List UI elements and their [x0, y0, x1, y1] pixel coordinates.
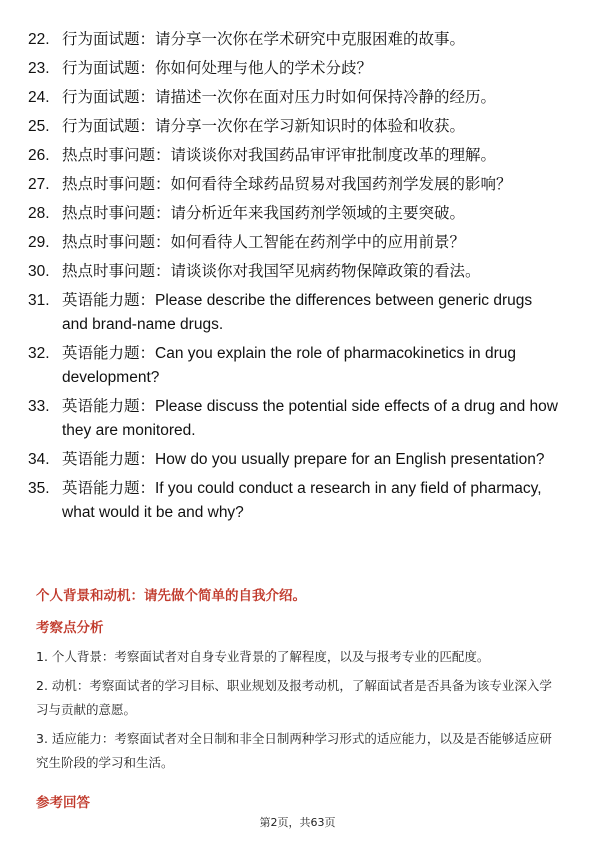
- question-text: 行为面试题：你如何处理与他人的学术分歧？: [62, 60, 373, 77]
- question-text: 英语能力题：If you could conduct a research in any field of pharmacy, what would it be and why?: [62, 480, 542, 521]
- section-title: 个人背景和动机：请先做个简单的自我介绍。: [36, 588, 306, 604]
- question-item: [28, 115, 558, 139]
- question-number: 32.: [28, 345, 50, 362]
- question-list: [28, 28, 558, 530]
- question-item: [28, 28, 558, 52]
- question-text: 英语能力题：How do you usually prepare for an English presentation?: [62, 451, 545, 468]
- question-text: 热点时事问题：请分析近年来我国药剂学领域的主要突破。: [62, 205, 466, 222]
- question-text: 英语能力题：Can you explain the role of pharmacokinetics in drug development?: [62, 345, 517, 386]
- analysis-point: 2. 动机：考察面试者的学习目标、职业规划及报考动机，了解面试者是否具备为该专业深入学习与贡献的意愿。: [36, 678, 552, 717]
- question-number: 35.: [28, 480, 50, 497]
- answer-title: 参考回答: [36, 795, 90, 811]
- question-text: 英语能力题：Please describe the differences between generic drugs and brand-name drugs.: [62, 292, 533, 333]
- question-text: 行为面试题：请描述一次你在面对压力时如何保持冷静的经历。: [62, 89, 497, 106]
- question-number: 27.: [28, 176, 50, 193]
- question-item: [28, 260, 558, 284]
- answer-block: [36, 793, 558, 813]
- question-number: 26.: [28, 147, 50, 164]
- analysis-block: [36, 618, 558, 780]
- question-item: [28, 231, 558, 255]
- question-text: 热点时事问题：如何看待人工智能在药剂学中的应用前景？: [62, 234, 466, 251]
- question-text: 热点时事问题：如何看待全球药品贸易对我国药剂学发展的影响？: [62, 176, 512, 193]
- question-item: [28, 289, 558, 337]
- question-item: [28, 202, 558, 226]
- question-text: 英语能力题：Please discuss the potential side effects of a drug and how they are monitored.: [62, 398, 558, 439]
- question-item: [28, 448, 558, 472]
- question-number: 28.: [28, 205, 50, 222]
- question-number: 23.: [28, 60, 50, 77]
- question-item: [28, 477, 558, 525]
- question-number: 34.: [28, 451, 50, 468]
- question-text: 行为面试题：请分享一次你在学术研究中克服困难的故事。: [62, 31, 466, 48]
- question-item: [28, 395, 558, 443]
- question-item: [28, 144, 558, 168]
- question-text: 行为面试题：请分享一次你在学习新知识时的体验和收获。: [62, 118, 466, 135]
- question-number: 33.: [28, 398, 50, 415]
- analysis-points: [36, 645, 558, 775]
- section-heading: [36, 586, 558, 606]
- question-number: 25.: [28, 118, 50, 135]
- question-item: [28, 173, 558, 197]
- question-item: [28, 57, 558, 81]
- question-number: 30.: [28, 263, 50, 280]
- question-number: 22.: [28, 31, 50, 48]
- question-number: 31.: [28, 292, 50, 309]
- analysis-point: 1. 个人背景：考察面试者对自身专业背景的了解程度，以及与报考专业的匹配度。: [36, 649, 490, 664]
- question-number: 29.: [28, 234, 50, 251]
- question-number: 24.: [28, 89, 50, 106]
- question-item: [28, 342, 558, 390]
- question-item: [28, 86, 558, 110]
- analysis-title: 考察点分析: [36, 620, 104, 636]
- question-text: 热点时事问题：请谈谈你对我国罕见病药物保障政策的看法。: [62, 263, 481, 280]
- page-footer: 第2页，共63页: [259, 816, 336, 829]
- analysis-point: 3. 适应能力：考察面试者对全日制和非全日制两种学习形式的适应能力，以及是否能够适应研究生阶段的学习和生活。: [36, 731, 552, 770]
- question-text: 热点时事问题：请谈谈你对我国药品审评审批制度改革的理解。: [62, 147, 497, 164]
